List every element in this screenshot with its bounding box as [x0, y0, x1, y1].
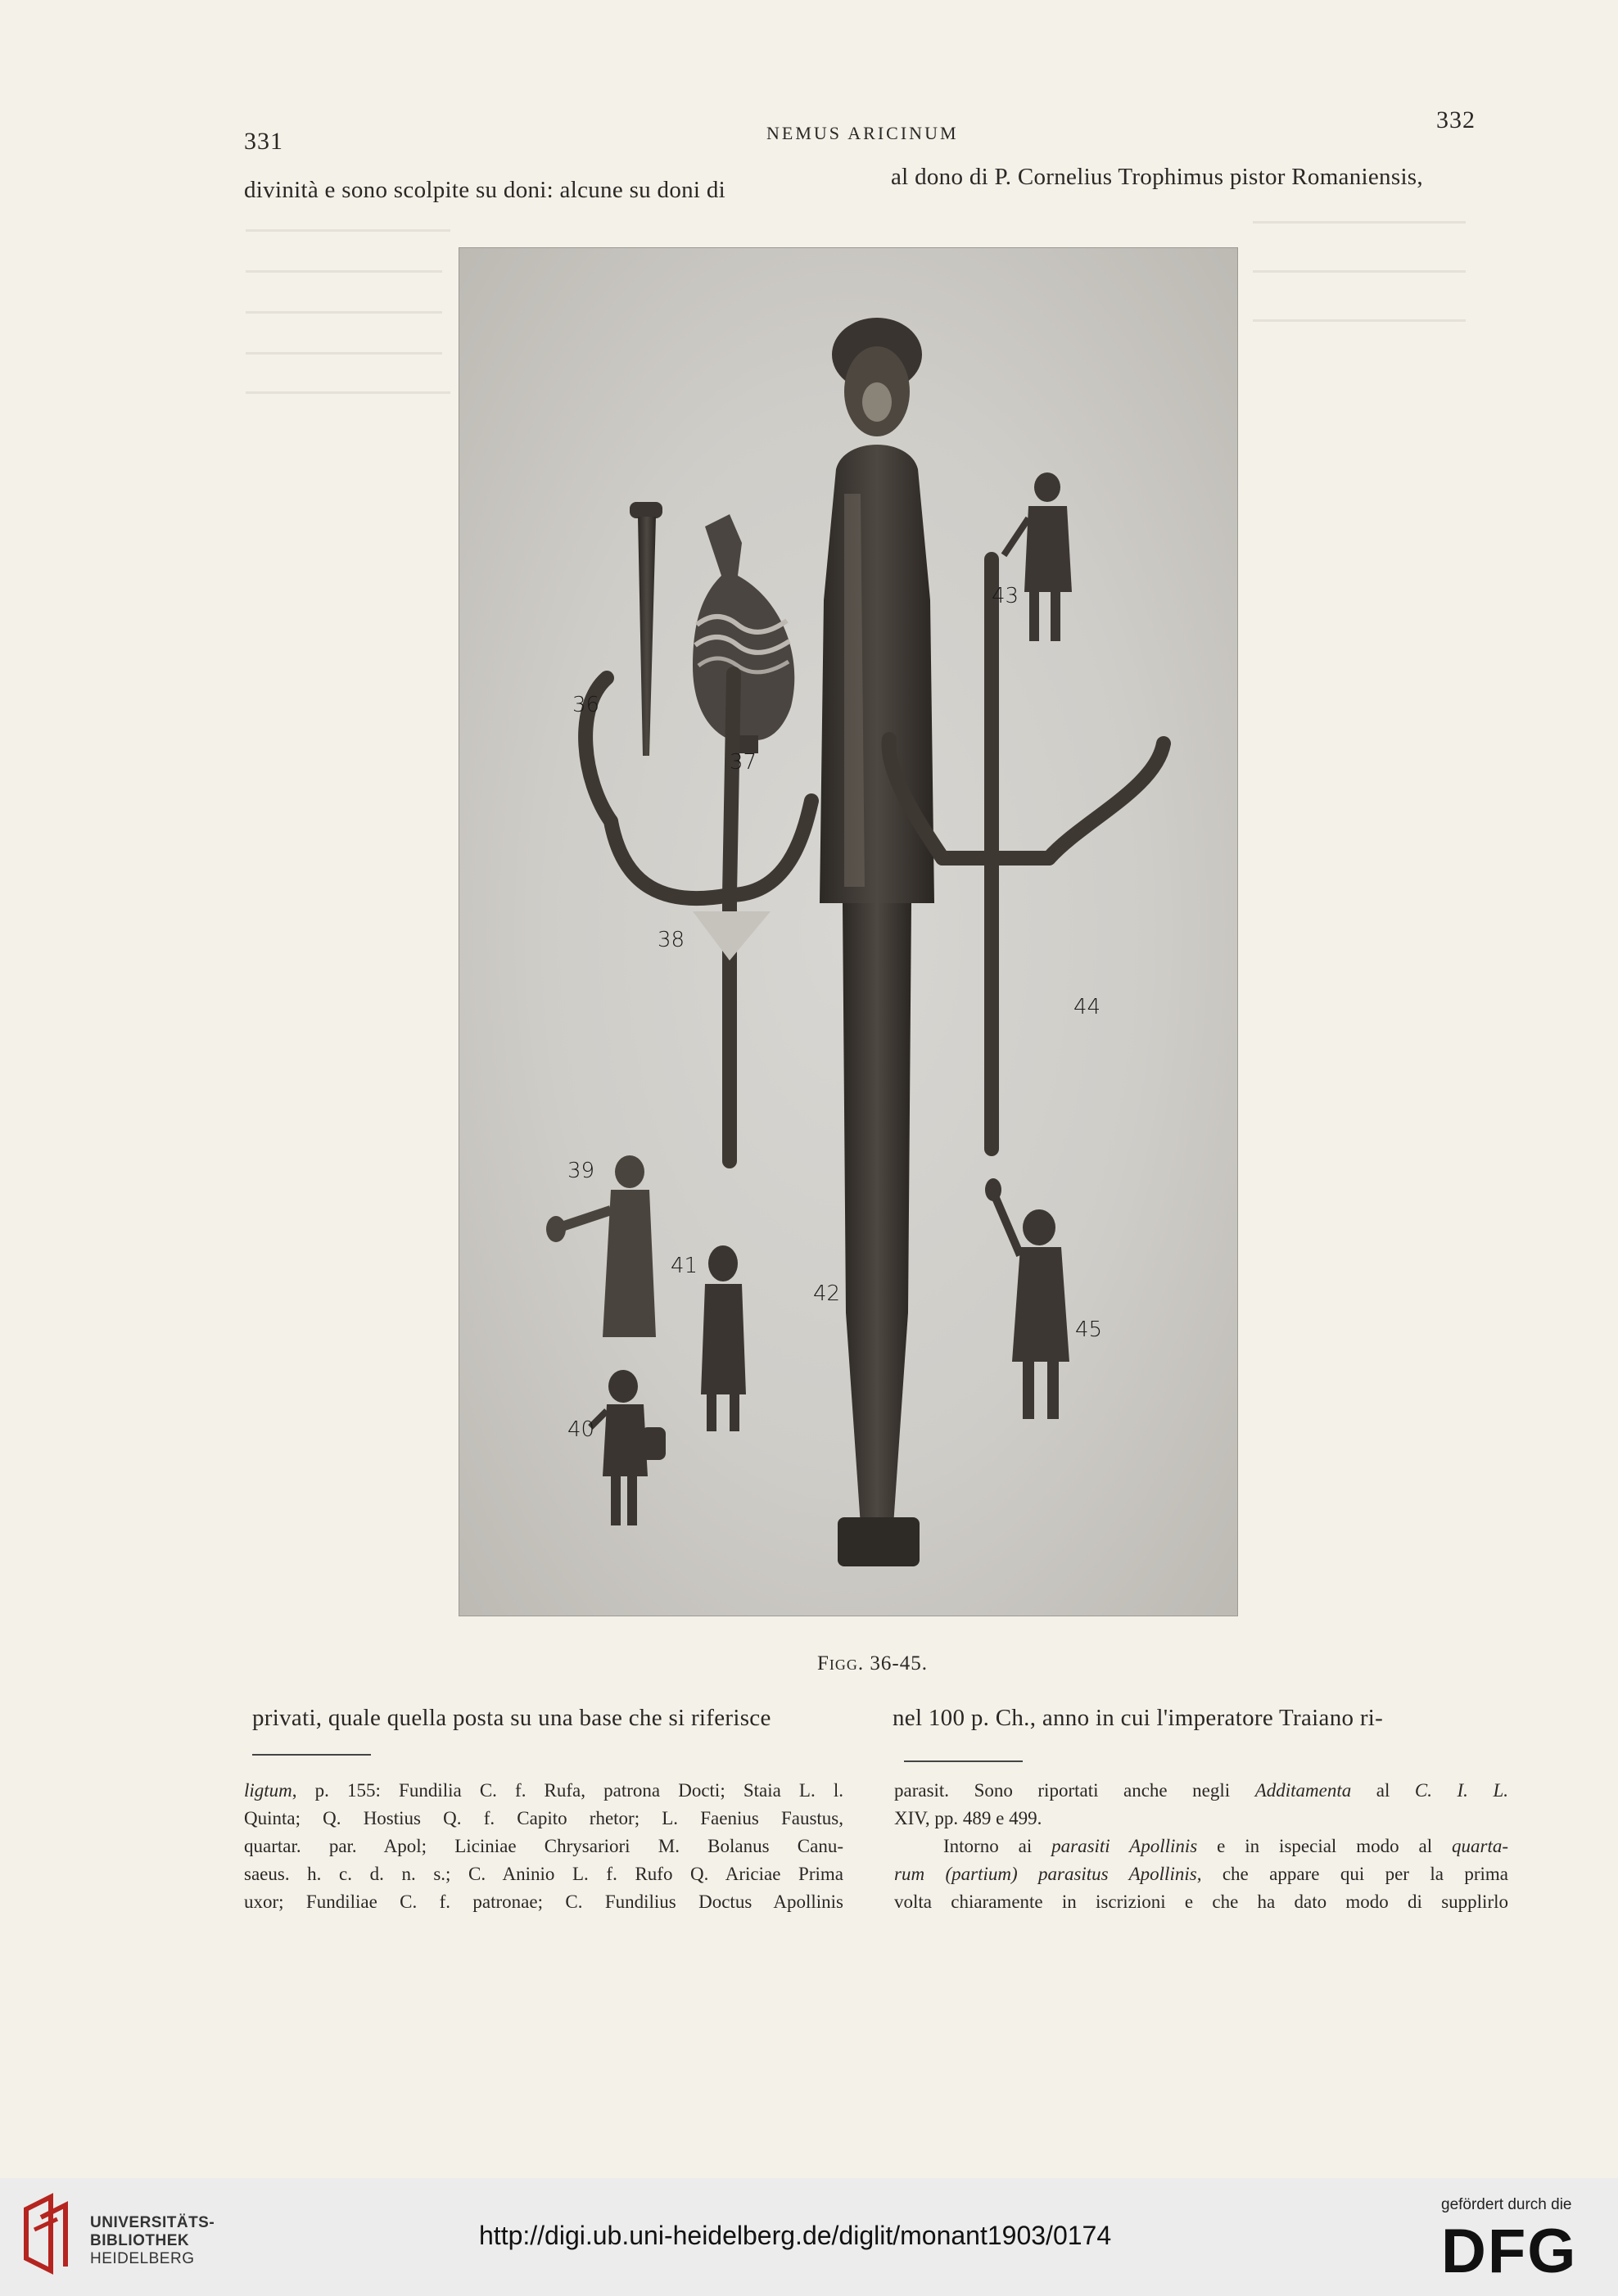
body-text-right-top: al dono di P. Cornelius Trophimus pistor Romaniensis, — [891, 164, 1423, 190]
fn-r1-italic-2: C. I. L. — [1414, 1780, 1508, 1801]
dfg-logo: DFG — [1441, 2217, 1578, 2286]
show-through — [246, 229, 450, 232]
funded-by-text: gefördert durch die — [1441, 2196, 1572, 2213]
footnote-right-line-2: XIV, pp. 489 e 499. — [894, 1808, 1042, 1828]
label-41: 41 — [671, 1254, 698, 1278]
figure-caption: Figg. 36-45. — [817, 1652, 928, 1675]
artifact-41-figurine — [701, 1245, 746, 1431]
footnote-left-line-3: quartar. par. Apol; Liciniae Chrysariori M. Bolanus Canu- — [244, 1836, 843, 1856]
show-through — [1253, 319, 1466, 322]
artifact-photo — [459, 248, 1237, 1616]
fn-r3-italic: parasiti Apollinis — [1051, 1836, 1198, 1856]
body-text-left-bottom: privati, quale quella posta su una base che si riferisce — [252, 1705, 771, 1731]
body-text-left-top: divinità e sono scolpite su doni: alcune su doni di — [244, 177, 725, 203]
footnote-rule-left — [252, 1754, 371, 1756]
footnote-right — [894, 1777, 1508, 1916]
show-through — [246, 270, 442, 273]
artifact-39-figurine — [546, 1155, 656, 1337]
ub-heidelberg-logo-icon — [18, 2193, 75, 2275]
footnote-right-line-4 — [894, 1860, 1508, 1888]
fn-r3-italic-2: quarta- — [1452, 1836, 1509, 1856]
running-title: NEMUS ARICINUM — [766, 123, 959, 143]
fn-r1-a: parasit. Sono riportati anche negli — [894, 1780, 1255, 1801]
artifact-40-figurine — [590, 1370, 666, 1525]
page-number-right: 332 — [1436, 106, 1476, 133]
footer-bar — [0, 2178, 1618, 2296]
label-40: 40 — [567, 1417, 595, 1442]
label-38: 38 — [658, 928, 685, 952]
label-45: 45 — [1075, 1317, 1103, 1342]
footnote-right-line-1 — [894, 1777, 1508, 1805]
footnote-left-line-2: Quinta; Q. Hostius Q. f. Capito rhetor; L. Faenius Faustus, — [244, 1808, 843, 1828]
label-42: 42 — [813, 1281, 841, 1306]
fn-r4-italic: rum (partium) parasitus Apollinis — [894, 1864, 1197, 1884]
page-number-left: 331 — [244, 128, 283, 155]
source-url-link[interactable]: http://digi.ub.uni-heidelberg.de/diglit/monant1903/0174 — [479, 2221, 1112, 2250]
footnote-rule-right — [904, 1760, 1023, 1762]
figure-plate — [459, 247, 1238, 1616]
footnote-left-line-4: saeus. h. c. d. n. s.; C. Aninio L. f. Rufo Q. Ariciae Prima — [244, 1864, 843, 1884]
footnote-left-line-5: uxor; Fundiliae C. f. patronae; C. Fundilius Doctus Apollinis — [244, 1891, 843, 1912]
show-through — [1253, 270, 1466, 273]
artifact-37-vase — [693, 514, 794, 753]
footnote-left-line-1-italic: ligtum — [244, 1780, 292, 1801]
footnote-left-line-1-rest: , p. 155: Fundilia C. f. Rufa, patrona Docti; Staia L. l. — [292, 1780, 843, 1801]
fn-r3-a: Intorno ai — [943, 1836, 1052, 1856]
label-43: 43 — [992, 584, 1019, 608]
show-through — [246, 391, 450, 394]
show-through — [1253, 221, 1466, 224]
fn-r1-italic: Additamenta — [1254, 1780, 1352, 1801]
fn-r1-b: al — [1351, 1780, 1415, 1801]
artifact-42-statuette-shaft — [820, 318, 934, 1566]
show-through — [246, 311, 442, 314]
label-37: 37 — [730, 750, 757, 775]
library-line-3: HEIDELBERG — [90, 2250, 195, 2267]
fn-r3-b: e in ispecial modo al — [1197, 1836, 1453, 1856]
library-line-2: BIBLIOTHEK — [90, 2232, 190, 2249]
label-44: 44 — [1073, 995, 1101, 1019]
artifact-36-nail — [630, 502, 662, 756]
footnote-right-line-5: volta chiaramente in iscrizioni e che ha dato modo di supplirlo — [894, 1891, 1508, 1912]
library-name — [90, 2214, 215, 2268]
label-39: 39 — [567, 1159, 595, 1183]
library-line-1: UNIVERSITÄTS- — [90, 2214, 215, 2231]
body-text-right-bottom: nel 100 p. Ch., anno in cui l'imperatore Traiano ri- — [893, 1705, 1384, 1731]
fn-r4-b: , che appare qui per la prima — [1196, 1864, 1508, 1884]
footnote-right-line-3 — [894, 1833, 1508, 1860]
artifact-38-trident-gap — [693, 911, 771, 960]
label-36: 36 — [572, 693, 600, 717]
artifact-45-figurine — [985, 1178, 1069, 1419]
footnote-left-line-1 — [244, 1777, 843, 1805]
show-through — [246, 352, 442, 355]
footnote-left — [244, 1777, 843, 1916]
artifact-43-figurine — [1004, 472, 1072, 641]
